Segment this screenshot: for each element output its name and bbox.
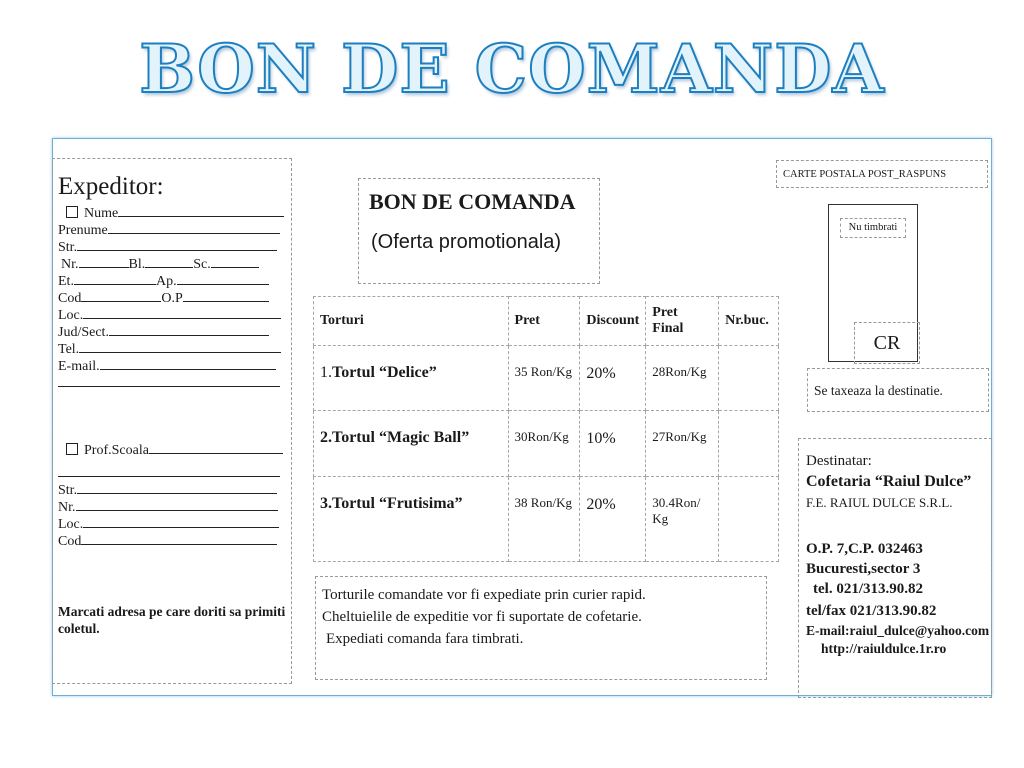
- post-office-field[interactable]: [183, 289, 269, 302]
- school-number-field[interactable]: [76, 498, 278, 511]
- table-row: [314, 476, 779, 561]
- name-field[interactable]: [118, 204, 284, 217]
- table-header-row: [314, 297, 779, 346]
- cakes-table: [313, 296, 779, 562]
- order-subtitle: (Oferta promotionala): [371, 231, 562, 253]
- recipient-city: Bucuresti,sector 3: [806, 561, 921, 577]
- cake-name: 2.Tortul “Magic Ball”: [314, 411, 509, 476]
- extra-row: [58, 374, 280, 390]
- sender-title: Expeditor:: [58, 173, 164, 200]
- recipient-postal: O.P. 7,C.P. 032463: [806, 541, 923, 557]
- cake-discount: 20%: [580, 346, 646, 411]
- block-field[interactable]: [145, 255, 193, 268]
- locality-row: Loc.: [58, 306, 281, 322]
- code-row: Cod O.P: [58, 289, 269, 305]
- cake-discount: 20%: [580, 476, 646, 561]
- info-line: Cheltuielile de expeditie vor fi suportate de cofetarie.: [322, 609, 642, 625]
- header-discount: Discount: [580, 297, 646, 346]
- email-field[interactable]: [100, 357, 276, 370]
- school-street-field[interactable]: [77, 481, 277, 494]
- school-locality-row: Loc.: [58, 515, 279, 531]
- county-field[interactable]: [109, 323, 269, 336]
- school-number-row: Nr.: [58, 498, 278, 514]
- recipient-section: [798, 438, 992, 698]
- code-field[interactable]: [81, 289, 161, 302]
- header-quantity: Nr.buc.: [719, 297, 779, 346]
- info-line: Expediati comanda fara timbrati.: [326, 631, 524, 647]
- cake-quantity-field[interactable]: [719, 476, 779, 561]
- school-code-field[interactable]: [81, 532, 277, 545]
- header-cakes: Torturi: [314, 297, 509, 346]
- cake-final-price: 27Ron/Kg: [646, 411, 719, 476]
- cake-final-price: 30.4Ron/ Kg: [646, 476, 719, 561]
- floor-row: Et. Ap.: [58, 272, 269, 288]
- school-checkbox[interactable]: [66, 443, 78, 455]
- cake-price: 30Ron/Kg: [508, 411, 580, 476]
- email-row: E-mail.: [58, 357, 276, 373]
- table-row: [314, 346, 779, 411]
- number-row: Nr. Bl. Sc.: [58, 255, 259, 271]
- delivery-note: Marcati adresa pe care doriti sa primiti coletul.: [58, 604, 286, 636]
- cake-price: 35 Ron/Kg: [508, 346, 580, 411]
- street-row: Str.: [58, 238, 277, 254]
- name-row: Nume: [58, 204, 284, 220]
- extra-field[interactable]: [58, 374, 280, 387]
- shipping-info-box: [315, 576, 767, 680]
- cake-quantity-field[interactable]: [719, 411, 779, 476]
- no-stamp-label: Nu timbrati: [840, 218, 906, 238]
- cake-quantity-field[interactable]: [719, 346, 779, 411]
- cake-name: 1.Tortul “Delice”: [314, 346, 509, 411]
- recipient-name: Cofetaria “Raiul Dulce”: [806, 473, 972, 490]
- stair-field[interactable]: [211, 255, 259, 268]
- phone-field[interactable]: [79, 340, 281, 353]
- county-row: Jud/Sect.: [58, 323, 269, 339]
- name-checkbox[interactable]: [66, 206, 78, 218]
- number-field[interactable]: [79, 255, 129, 268]
- header-price: Pret: [508, 297, 580, 346]
- info-line: Torturile comandate vor fi expediate prin curier rapid.: [322, 587, 646, 603]
- order-title: BON DE COMANDA: [369, 189, 576, 214]
- phone-row: Tel.: [58, 340, 281, 356]
- cr-label: CR: [854, 322, 920, 364]
- school-locality-field[interactable]: [83, 515, 279, 528]
- cake-name: 3.Tortul “Frutisima”: [314, 476, 509, 561]
- header-final-price: Pret Final: [646, 297, 719, 346]
- surname-row: Prenume: [58, 221, 280, 237]
- recipient-company: F.E. RAIUL DULCE S.R.L.: [806, 495, 953, 510]
- cake-price: 38 Ron/Kg: [508, 476, 580, 561]
- school-extra-field[interactable]: [58, 464, 280, 477]
- recipient-fax: tel/fax 021/313.90.82: [806, 603, 937, 619]
- recipient-website: http://raiuldulce.1r.ro: [821, 641, 947, 656]
- order-title-box: [358, 178, 600, 284]
- tax-note: Se taxeaza la destinatie.: [807, 368, 989, 412]
- floor-field[interactable]: [74, 272, 156, 285]
- locality-field[interactable]: [83, 306, 281, 319]
- sender-section: [52, 158, 292, 684]
- street-field[interactable]: [77, 238, 277, 251]
- surname-field[interactable]: [108, 221, 280, 234]
- recipient-label: Destinatar:: [806, 453, 872, 469]
- recipient-phone: tel. 021/313.90.82: [813, 581, 923, 597]
- postcard-label: CARTE POSTALA POST_RASPUNS: [776, 160, 988, 188]
- page-title: BON DE COMANDA: [139, 30, 885, 108]
- school-row: Prof.Scoala: [58, 441, 283, 457]
- school-field[interactable]: [149, 441, 283, 454]
- table-row: [314, 411, 779, 476]
- cake-discount: 10%: [580, 411, 646, 476]
- cake-final-price: 28Ron/Kg: [646, 346, 719, 411]
- school-extra-row: [58, 464, 280, 480]
- school-code-row: Cod: [58, 532, 277, 548]
- school-street-row: Str.: [58, 481, 277, 497]
- apartment-field[interactable]: [177, 272, 269, 285]
- recipient-email: E-mail:raiul_dulce@yahoo.com: [806, 623, 990, 638]
